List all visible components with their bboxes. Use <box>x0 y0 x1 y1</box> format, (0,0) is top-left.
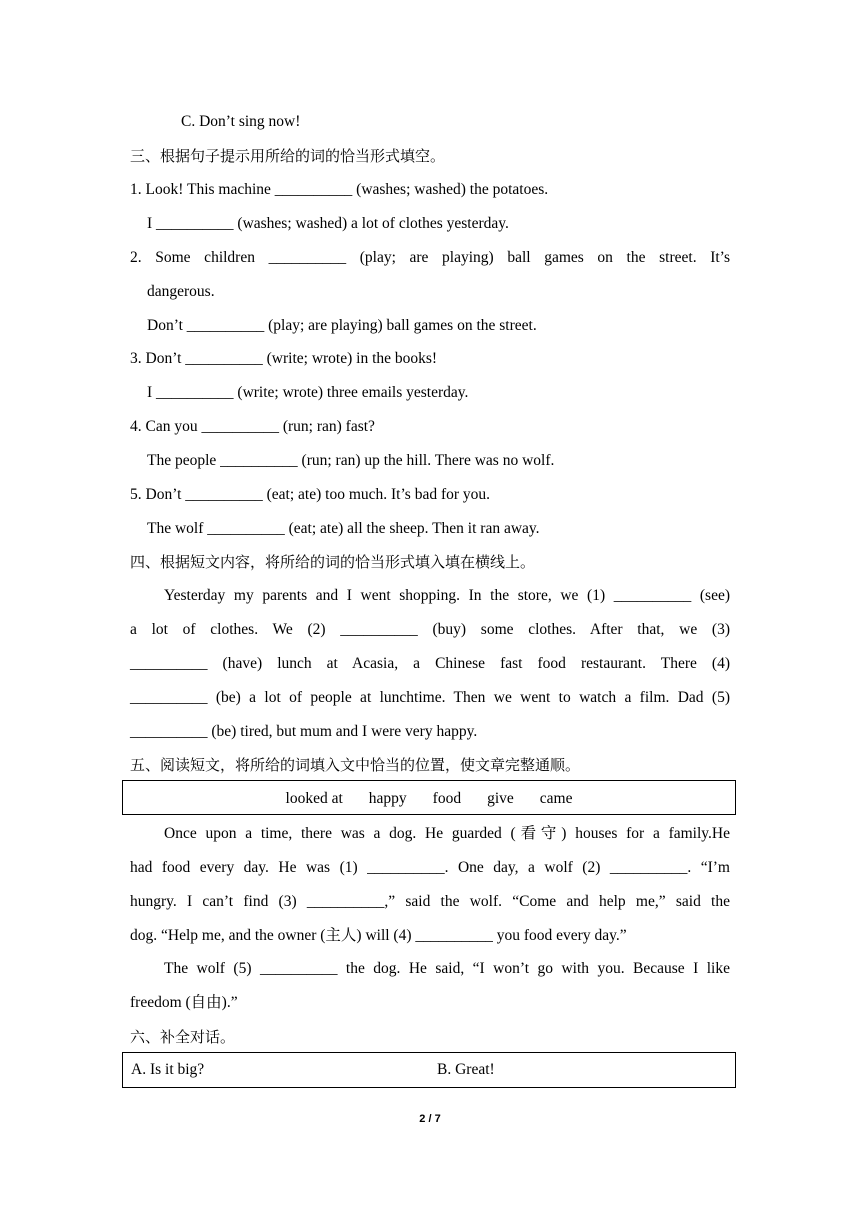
passage2-line4: dog. “Help me, and the owner (主人) will (4) __________ you food every day.” <box>130 927 627 944</box>
passage2-line5: The wolf (5) __________ the dog. He said, “I won’t go with you. Because I like <box>164 960 730 977</box>
word-bank <box>123 781 735 808</box>
q4-line2: The people __________ (run; ran) up the hill. There was no wolf. <box>147 452 555 469</box>
q5-line1: 5. Don’t __________ (eat; ate) too much. It’s bad for you. <box>130 486 491 503</box>
passage1-line3: __________ (have) lunch at Acasia, a Chinese fast food restaurant. There (4) <box>130 655 730 672</box>
section-5-heading: 五、阅读短文，将所给的词填入文中恰当的位置，使文章完整通顺。 <box>130 756 581 774</box>
q4-line1: 4. Can you __________ (run; ran) fast? <box>130 418 375 435</box>
q2-line1: 2. Some children __________ (play; are playing) ball games on the street. It’s <box>130 249 730 266</box>
q3-line2: I __________ (write; wrote) three emails yesterday. <box>147 384 469 401</box>
passage1-line4: __________ (be) a lot of people at lunchtime. Then we went to watch a film. Dad (5) <box>130 689 730 706</box>
word-bank-item: food <box>432 790 462 807</box>
word-bank-item: give <box>487 790 514 807</box>
q5-line2: The wolf __________ (eat; ate) all the sheep. Then it ran away. <box>147 520 540 537</box>
passage1-line5: __________ (be) tired, but mum and I were very happy. <box>130 723 478 740</box>
passage1-line1: Yesterday my parents and I went shopping. In the store, we (1) __________ (see) <box>164 587 730 604</box>
dialogue-options-box <box>122 1052 736 1088</box>
section-3-heading: 三、根据句子提示用所给的词的恰当形式填空。 <box>130 147 446 165</box>
q1-line2: I __________ (washes; washed) a lot of clothes yesterday. <box>147 215 509 232</box>
word-bank-item: came <box>539 790 573 807</box>
section-6-heading: 六、补全对话。 <box>130 1028 236 1046</box>
page-number: 2 / 7 <box>419 1113 441 1125</box>
option-c: C. Don’t sing now! <box>181 113 301 130</box>
dialogue-options <box>123 1053 735 1079</box>
section-4-heading: 四、根据短文内容，将所给的词的恰当形式填入填在横线上。 <box>130 553 536 571</box>
option-a: A. Is it big? <box>131 1061 205 1078</box>
passage2-line6: freedom (自由).” <box>130 994 238 1011</box>
passage2-line3: hungry. I can’t find (3) __________,” said the wolf. “Come and help me,” said the <box>130 893 730 910</box>
word-bank-item: looked at <box>285 790 343 807</box>
passage1-line2: a lot of clothes. We (2) __________ (buy) some clothes. After that, we (3) <box>130 621 730 638</box>
q2-line2: Don’t __________ (play; are playing) ball games on the street. <box>147 317 537 334</box>
q1-line1: 1. Look! This machine __________ (washes; washed) the potatoes. <box>130 181 549 198</box>
word-bank-item: happy <box>368 790 407 807</box>
q2-line1-cont: dangerous. <box>147 283 215 300</box>
passage2-line1: Once upon a time, there was a dog. He guarded (看守) houses for a family.He <box>164 825 730 842</box>
word-bank-box <box>122 780 736 815</box>
q3-line1: 3. Don’t __________ (write; wrote) in the books! <box>130 350 438 367</box>
passage2-line2: had food every day. He was (1) __________. One day, a wolf (2) __________. “I’m <box>130 859 730 876</box>
option-b: B. Great! <box>437 1061 495 1078</box>
